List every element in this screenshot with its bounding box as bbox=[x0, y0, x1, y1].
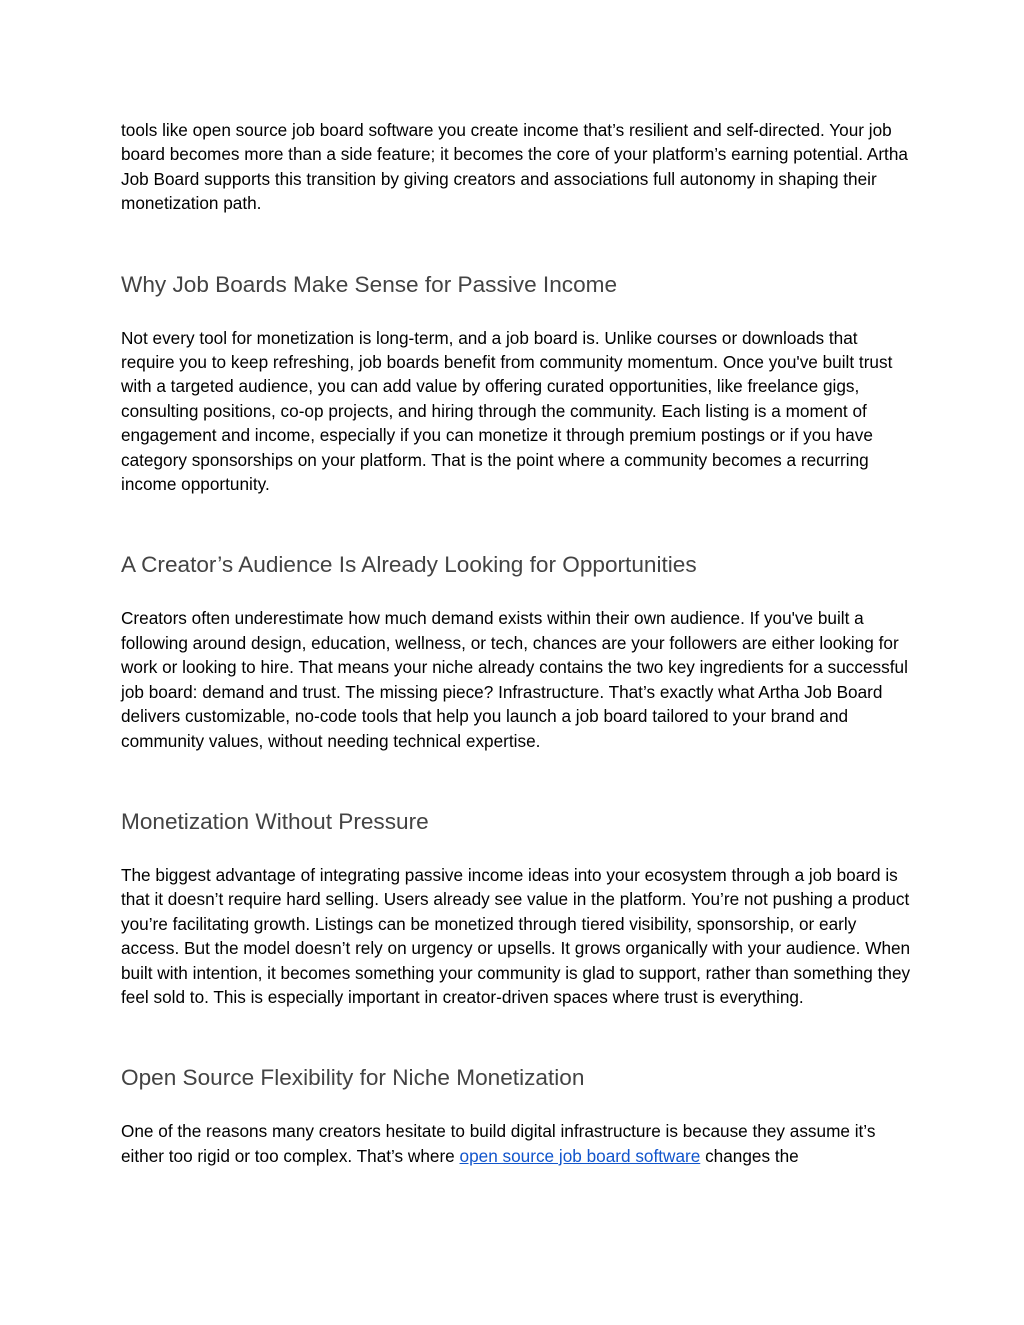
section-heading-monetization: Monetization Without Pressure bbox=[121, 808, 429, 834]
section-paragraph-open-source bbox=[121, 1119, 911, 1168]
section-heading-open-source: Open Source Flexibility for Niche Monetization bbox=[121, 1065, 585, 1091]
section-paragraph-passive-income: Not every tool for monetization is long-term, and a job board is. Unlike courses or downloads that require you to keep refreshing, job boards benefit from community momentum. Once you've built trust with a targeted audience, you can add value by offering curated opportunities, like freelance gigs, consulting positions, co-op projects, and hiring through the community. Each listing is a moment of engagement and income, especially if you can monetize it through premium postings or if you have category sponsorships on your platform. That is the point where a community becomes a recurring income opportunity. bbox=[121, 327, 893, 495]
document-content bbox=[121, 118, 911, 1168]
section-paragraph-audience: Creators often underestimate how much demand exists within their own audience. If you've built a following around design, education, wellness, or tech, chances are your followers are either looking for work or looking to hire. That means your niche already contains the two key ingredients for a successful job board: demand and trust. The missing piece? Infrastructure. That’s exactly what Artha Job Board delivers customizable, no-code tools that help you launch a job board tailored to your brand and community values, without needing technical expertise. bbox=[121, 608, 908, 751]
open-source-software-link[interactable]: open source job board software bbox=[459, 1145, 701, 1166]
paragraph-text-after-link: changes the bbox=[700, 1145, 799, 1166]
intro-paragraph: tools like open source job board software you create income that’s resilient and self-directed. Your job board becomes more than a side feature; it becomes the core of your platform’s earning potential. Artha Job Board supports this transition by giving creators and associations full autonomy in shaping their monetization path. bbox=[121, 120, 908, 214]
section-heading-passive-income: Why Job Boards Make Sense for Passive Income bbox=[121, 271, 618, 297]
paragraph-text-before-link: One of the reasons many creators hesitate to build digital infrastructure is because they assume it’s either too rigid or too complex. That’s where bbox=[121, 1121, 876, 1166]
section-heading-audience: A Creator’s Audience Is Already Looking for Opportunities bbox=[121, 552, 697, 578]
section-paragraph-monetization: The biggest advantage of integrating passive income ideas into your ecosystem through a job board is that it doesn’t require hard selling. Users already see value in the platform. You’re not pushing a product you’re facilitating growth. Listings can be monetized through tiered visibility, sponsorship, or early access. But the model doesn’t rely on urgency or upsells. It grows organically with your audience. When built with intention, it becomes something your community is glad to support, rather than something they feel sold to. This is especially important in creator-driven spaces where trust is everything. bbox=[121, 864, 911, 1007]
